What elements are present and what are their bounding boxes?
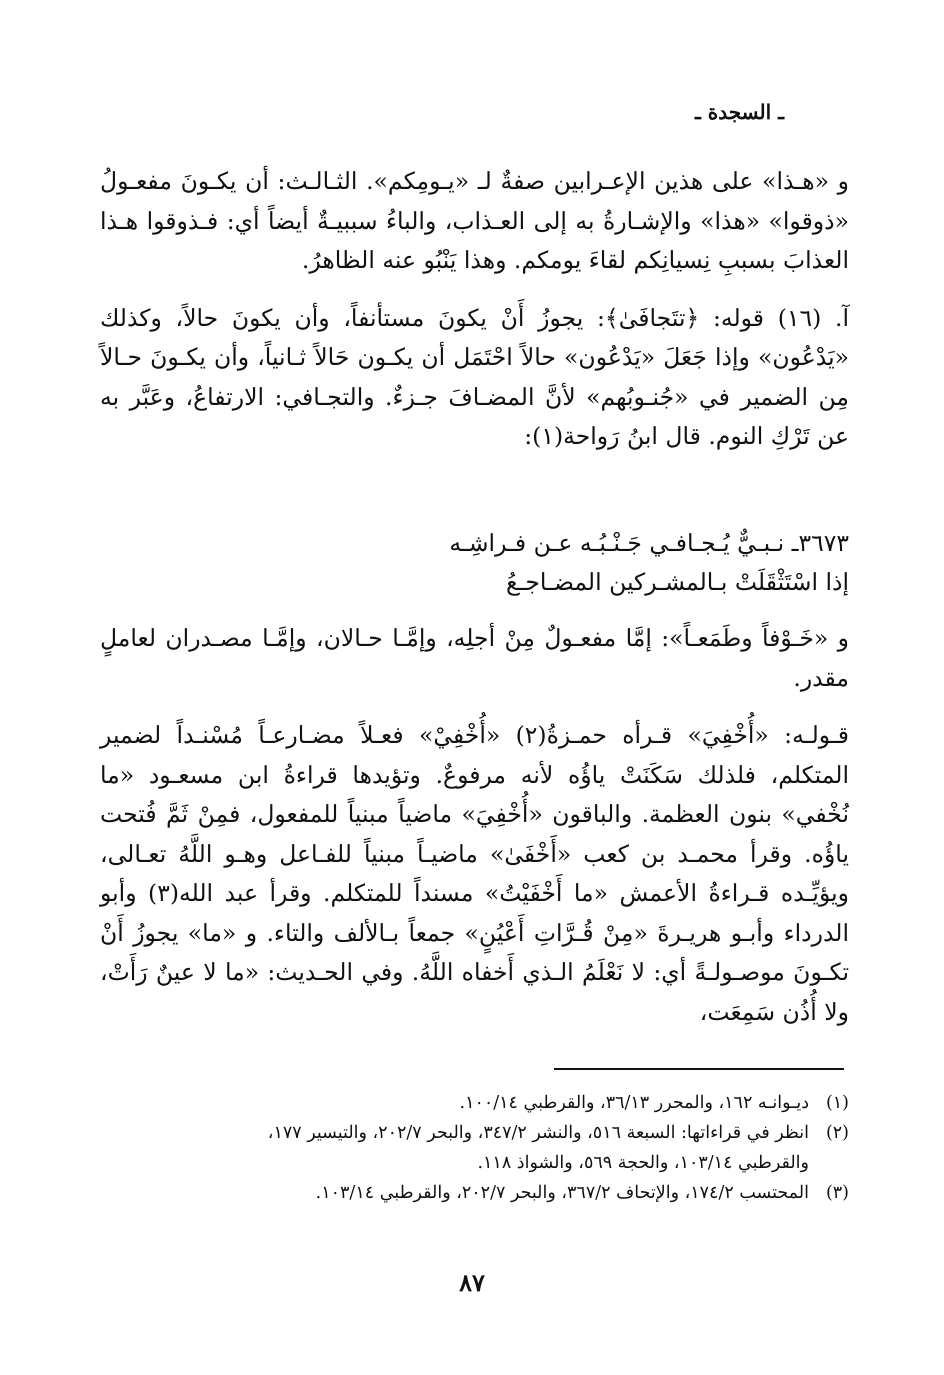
- paragraph-3: و «خَـوْفاً وطَمَعـاً»: إمَّا مفعـولٌ مِنْ أجلِه، وإمَّـا حـالان، وإمَّـا مصـدران لعاملٍ مقدر.: [100, 624, 849, 692]
- paragraph-4: قـولـه: «أُخْفِيَ» قـرأه حمـزةُ(٢) «أُخْفِيْ» فعـلاً مضـارعـاً مُسْنـداً لضمير المتكلم، فلذلك سَكَنَتْ ياؤُه لأنه مرفوعٌ. وتؤيدها قراءةُ ابن مسعـود «ما نُخْفي» بنون العظمة. والباقون «أُخْفِيَ» ماضياً مبنياً للمفعول، فمِنْ ثَمَّ فُتحت ياؤُه. وقرأ محمـد بن كعب «أَخْفَىٰ» ماضيـاً مبنياً للفـاعل وهـو اللَّهُ تعـالى، ويؤيِّـده قـراءةُ الأعمش «ما أَخْفَيْتُ» مسنداً للمتكلم. وقرأ عبد الله(٣) وأبو الدرداء وأبـو هريـرةَ «مِنْ قُـرَّاتِ أَعْيُنٍ» جمعاً بـالألف والتاء. و «ما» يجوزُ أَنْ تكـونَ موصـولـةً أي: لا نَعْلَمُ الـذي أَخفاه اللَّهُ. وفي الحـديث: «ما لا عينٌ رَأَتْ، ولا أُذُن سَمِعَت،: [100, 721, 849, 1026]
- footnote-2-continued: [95, 1148, 849, 1178]
- main-text: [100, 162, 849, 457]
- footnotes: [95, 1088, 849, 1208]
- footnote-text: المحتسب ١٧٤/٢، والإتحاف ٣٦٧/٢، والبحر ٢٠٢/٧، والقرطبي ١٠٣/١٤.: [315, 1183, 809, 1203]
- footnote-number: (١): [825, 1093, 849, 1113]
- footnote-number: (٢): [825, 1123, 849, 1143]
- footnote-text: ديـوانـه ١٦٢، والمحرر ٣٦/١٣، والقرطبي ١٠٠/١٤.: [459, 1093, 809, 1113]
- footnote-2: [95, 1118, 849, 1148]
- verse-line-2: إذا اسْتَثْقَلَتْ بـالمشـركين المضـاجـعُ: [505, 568, 849, 596]
- running-header: ـ السجدة ـ: [694, 100, 784, 124]
- footnote-number: (٣): [825, 1183, 849, 1203]
- main-text-continued: [100, 619, 849, 1032]
- footnote-text: والقرطبي ١٠٣/١٤، والحجة ٥٦٩، والشواذ ١١٨.: [477, 1153, 809, 1173]
- footnote-text: انظر في قراءاتها: السبعة ٥١٦، والنشر ٣٤٧/٢، والبحر ٢٠٢/٧، والتيسير ١٧٧،: [267, 1123, 809, 1143]
- verse-line-1: ٣٦٧٣ـ نـبـيٌّ يُـجـافـي جَـنْـبُـه عـن فـراشِـه: [449, 529, 849, 557]
- footnote-divider: [554, 1068, 844, 1070]
- poetry-verse: [100, 524, 849, 602]
- paragraph-1: و «هـذا» على هذين الإعـرابين صفةٌ لـ «يـومِكم». الثـالـث: أن يكـونَ مفعـولُ «ذوقوا» «هذا» والإشـارةُ به إلى العـذاب، والباءُ سببيـةٌ أيضاً أي: فـذوقوا هـذا العذابَ بسببِ نِسيانِكم لقاءَ يومكم. وهذا يَنْبُو عنه الظاهرُ.: [100, 167, 849, 274]
- footnote-1: [95, 1088, 849, 1118]
- paragraph-2: آ. (١٦) قوله: ﴿تتَجافَىٰ﴾: يجوزُ أَنْ يكونَ مستأنفاً، وأن يكونَ حالاً، وكذلك «يَدْعُون» وإذا جَعَلَ «يَدْعُون» حالاً احْتَمَل أن يكـون حَالاً ثـانياً، وأن يكـونَ حـالاً مِن الضمير في «جُنـوبُهم» لأنَّ المضـافَ جـزءٌ. والتجـافي: الارتفاعُ، وعَبَّر به عن تَرْكِ النوم. قال ابنُ رَواحة(١):: [100, 303, 849, 450]
- page-number: ٨٧: [459, 1268, 485, 1297]
- footnote-3: [95, 1178, 849, 1208]
